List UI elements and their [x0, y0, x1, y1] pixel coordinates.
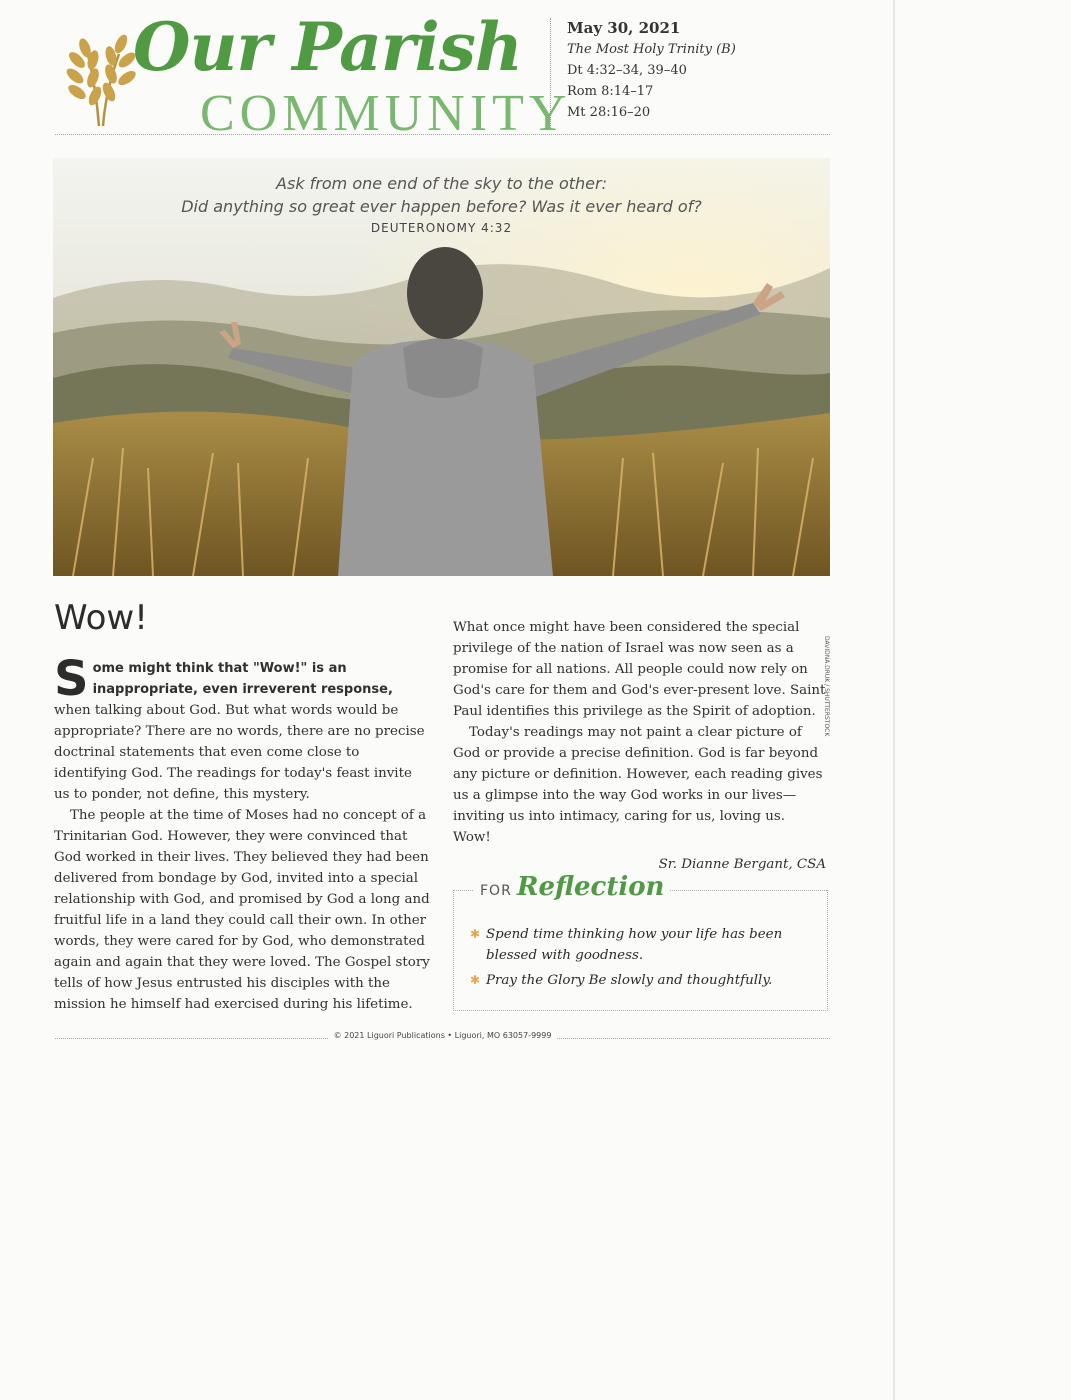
wheat-icon	[59, 20, 135, 128]
article-column-2	[453, 617, 826, 875]
reflection-item-text: Spend time thinking how your life has been blessed with goodness.	[486, 927, 783, 963]
reflection-item-text: Pray the Glory Be slowly and thoughtfully.	[486, 973, 773, 988]
reflection-item	[470, 924, 810, 966]
masthead	[55, 8, 830, 142]
article-paragraph-3: What once might have been considered the special privilege of the nation of Israel was now seen as a promise for all nations. All people could now rely on God's care for them and God's ever-present love. Saint Paul identifies this privilege as the Spirit of adoption.	[453, 620, 826, 719]
reflection-box	[453, 872, 828, 1011]
logo-our-parish: Our Parish	[133, 8, 522, 86]
page-footer	[55, 1031, 830, 1045]
header-divider	[550, 18, 551, 130]
quote-reference: DEUTERONOMY 4:32	[370, 221, 513, 235]
star-bullet-icon: ✱	[470, 973, 481, 987]
reflection-heading	[474, 872, 670, 902]
footer-copyright: © 2021 Liguori Publications • Liguori, MO 63057-9999	[328, 1031, 558, 1040]
logo-community: COMMUNITY	[200, 85, 572, 142]
drop-cap: S	[54, 651, 89, 707]
article-paragraph-1-rest: when talking about God. But what words would be appropriate? There are no words, there are no precise doctrinal statements that even come close to identifying God. The readings for today's feast invite us to ponder, not define, this mystery.	[54, 703, 425, 802]
article-paragraph-1	[54, 651, 430, 805]
hero-quote	[53, 172, 830, 235]
article-paragraph-4: Today's readings may not paint a clear picture of God or provide a precise definition. God is far beyond any picture or definition. However, each reading gives us a glimpse into the way God works in our lives—inviting us into intimacy, caring for us, loving us. Wow!	[453, 725, 823, 845]
article-paragraph-2: The people at the time of Moses had no concept of a Trinitarian God. However, they were convinced that God worked in their lives. They believed they had been delivered from bondage by God, invited into a special relationship with God, and promised by God a long and fruitful life in a land they could call their own. In other words, they were cared for by God, who demonstrated again and again that they were loved. The Gospel story tells of how Jesus entrusted his disciples with the mission he himself had exercised during his lifetime.	[54, 808, 430, 1012]
article-title: Wow!	[54, 598, 148, 638]
reflection-item	[470, 970, 810, 991]
header-rule	[55, 134, 830, 135]
feast-name: The Most Holy Trinity (B)	[567, 42, 736, 57]
article-column-1	[54, 651, 430, 1015]
reflection-list	[470, 924, 810, 995]
photo-credit: DAVIDNA.DRUK / SHUTTERSTOCK	[823, 636, 830, 737]
reading-1: Dt 4:32–34, 39–40	[567, 63, 687, 78]
reflection-prefix: FOR	[480, 883, 512, 899]
issue-info	[567, 18, 736, 123]
reflection-word: Reflection	[516, 872, 665, 902]
quote-line-2: Did anything so great ever happen before? Was it ever heard of?	[181, 197, 702, 216]
reading-3: Mt 28:16–20	[567, 105, 651, 120]
page-edge-shadow	[893, 0, 895, 1400]
author-signature: Sr. Dianne Bergant, CSA	[658, 857, 826, 872]
issue-date: May 30, 2021	[567, 19, 681, 37]
star-bullet-icon: ✱	[470, 927, 481, 941]
quote-line-1: Ask from one end of the sky to the other:	[276, 174, 607, 193]
article-lead: ome might think that "Wow!" is an inappropriate, even irreverent response,	[92, 661, 393, 697]
reading-2: Rom 8:14–17	[567, 84, 654, 99]
